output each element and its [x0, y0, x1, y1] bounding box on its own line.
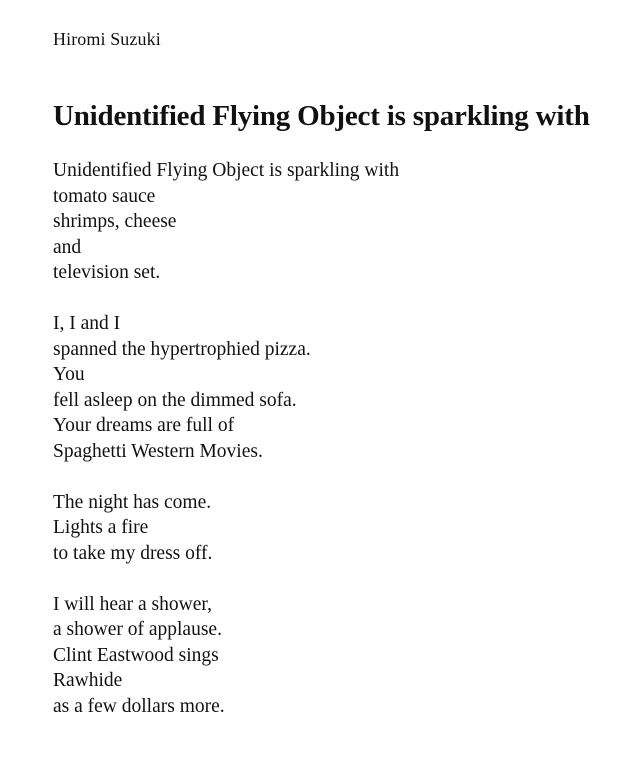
poem-line: I will hear a shower,: [53, 593, 212, 615]
poem-line: Rawhide: [53, 670, 123, 691]
author-name: Hiromi Suzuki: [53, 29, 161, 49]
poem-line: television set.: [53, 262, 161, 283]
poem-line: to take my dress off.: [53, 542, 213, 564]
poem-line: fell asleep on the dimmed sofa.: [53, 389, 297, 411]
stanza-2: [53, 311, 623, 464]
poem-line: as a few dollars more.: [53, 695, 225, 717]
stanza-4: [53, 592, 623, 720]
poem-line: spanned the hypertrophied pizza.: [53, 338, 311, 360]
poem-page: [53, 26, 623, 719]
stanza-3: [53, 490, 623, 567]
poem-line: shrimps, cheese: [53, 211, 177, 232]
poem-line: tomato sauce: [53, 185, 156, 207]
poem-line: The night has come.: [53, 491, 212, 513]
poem-line: and: [53, 236, 82, 258]
stanza-1: [53, 158, 623, 286]
poem-line: Lights a fire: [53, 517, 149, 538]
poem-line: a shower of applause.: [53, 619, 222, 640]
poem-line: Spaghetti Western Movies.: [53, 440, 263, 462]
poem-title: Unidentified Flying Object is sparkling with: [53, 100, 590, 132]
poem-line: Unidentified Flying Object is sparkling with: [53, 160, 400, 181]
poem-line: Your dreams are full of: [53, 415, 235, 436]
poem-line: You: [53, 364, 85, 385]
poem-body: [53, 158, 623, 719]
poem-line: Clint Eastwood sings: [53, 644, 219, 666]
poem-line: I, I and I: [53, 313, 121, 334]
